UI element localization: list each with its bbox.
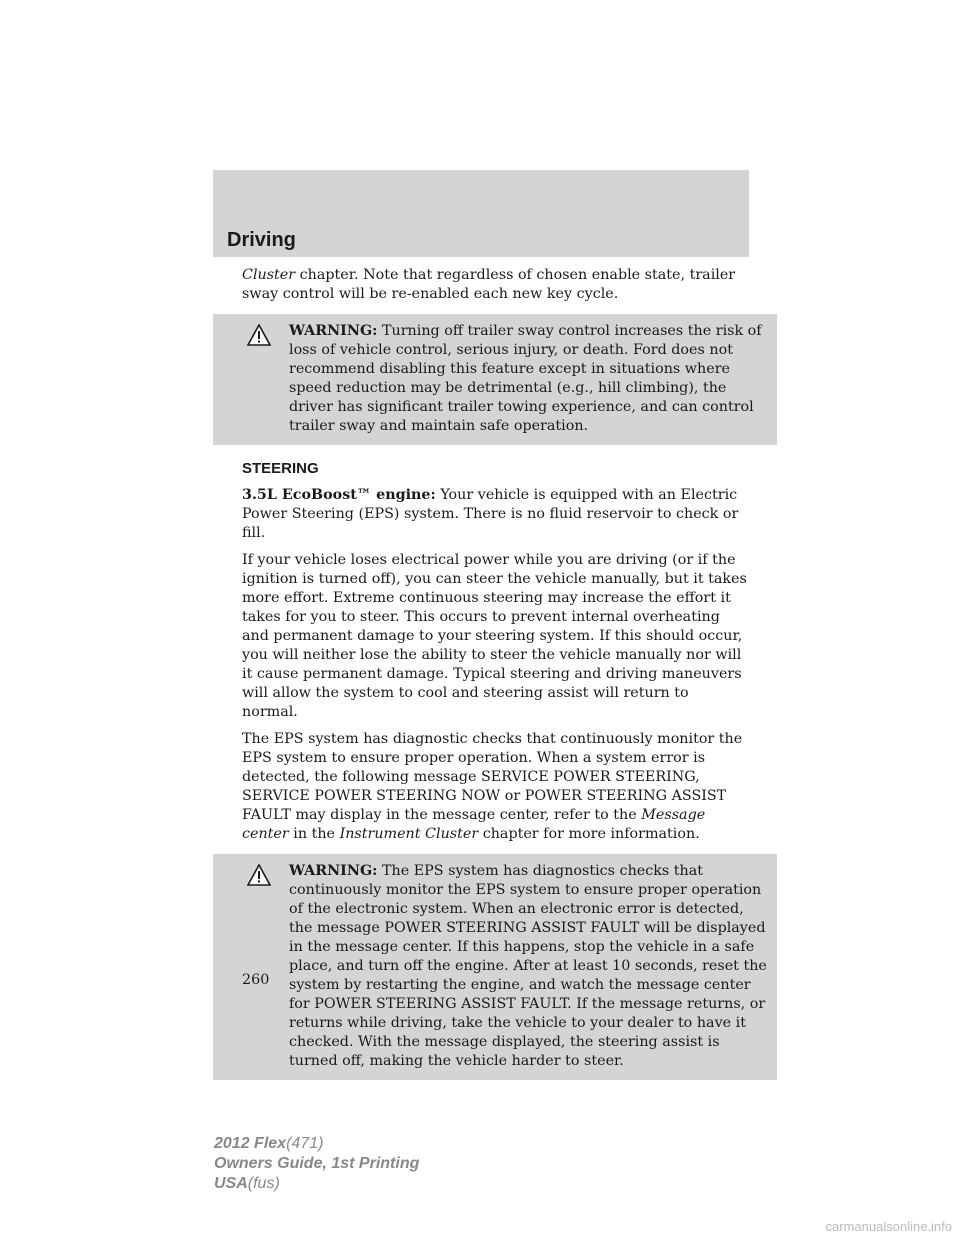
diagnostics-paragraph bbox=[242, 730, 748, 844]
intro-reference: Cluster bbox=[242, 267, 296, 283]
footer-line-1 bbox=[214, 1134, 419, 1154]
warning-text bbox=[235, 322, 771, 436]
site-watermark: carmanualsonline.info bbox=[825, 1219, 952, 1234]
intro-text: chapter. Note that regardless of chosen enable state, trailer sway control will be re-enabled each new key cycle. bbox=[242, 267, 736, 302]
eps-paragraph bbox=[242, 486, 748, 543]
footer-model: 2012 Flex bbox=[214, 1135, 287, 1152]
warning-body: Turning off trailer sway control increases the risk of loss of vehicle control, serious injury, or death. Ford does not recommend disabling this feature except in situations where speed reduction may be detrimental (e.g., hill climbing), the driver has significant trailer towing experience, and can control trailer sway and maintain safe operation. bbox=[289, 323, 762, 434]
page-content bbox=[242, 266, 767, 1092]
intro-paragraph bbox=[242, 266, 748, 304]
warning-text bbox=[235, 862, 771, 1071]
warning-box-trailer-sway bbox=[213, 314, 777, 445]
footer-market-code: (fus) bbox=[247, 1175, 280, 1192]
section-heading: STEERING bbox=[242, 460, 319, 477]
chapter-title: Driving bbox=[227, 229, 296, 251]
print-footer bbox=[214, 1134, 419, 1194]
eps-text: Your vehicle is equipped with an Electric Power Steering (EPS) system. There is no fluid reservoir to check or fill. bbox=[242, 487, 739, 541]
power-loss-paragraph: If your vehicle loses electrical power while you are driving (or if the ignition is turned off), you can steer the vehicle manually, but it takes more effort. Extreme continuous steering may increase the effort it takes for you to steer. This occurs to prevent internal overheating and permanent damage to your steering system. If this should occur, you will neither lose the ability to steer the vehicle manually nor will it cause permanent damage. Typical steering and driving maneuvers will allow the system to cool and steering assist will return to normal. bbox=[242, 552, 747, 720]
warning-triangle-icon bbox=[247, 324, 271, 346]
warning-label: WARNING: bbox=[289, 863, 378, 879]
footer-line-3 bbox=[214, 1174, 419, 1194]
warning-triangle-icon bbox=[247, 864, 271, 886]
warning-body: The EPS system has diagnostics checks that continuously monitor the EPS system to ensure proper operation of the electronic system. When an electronic error is detected, the message POWER STEERING ASSIST FAULT will be displayed in the message center. If this happens, stop the vehicle in a safe place, and turn off the engine. After at least 10 seconds, reset the system by restarting the engine, and watch the message center for POWER STEERING ASSIST FAULT. If the message returns, or returns while driving, take the vehicle to your dealer to have it checked. With the message displayed, the steering assist is turned off, making the vehicle harder to steer. bbox=[289, 863, 767, 1069]
footer-line-2: Owners Guide, 1st Printing bbox=[214, 1155, 420, 1172]
warning-box-eps bbox=[213, 854, 777, 1080]
diag-text-1: The EPS system has diagnostic checks that continuously monitor the EPS system to ensure proper operation. When a system error is detected, the following message SERVICE POWER STEERING, SERVICE POWER STEERING NOW or POWER STEERING ASSIST FAULT may display in the message center, refer to the bbox=[242, 731, 743, 823]
diag-reference-instrument-cluster: Instrument Cluster bbox=[339, 826, 479, 842]
page-number: 260 bbox=[242, 972, 270, 988]
footer-model-code: (471) bbox=[286, 1135, 324, 1152]
diag-text-3: chapter for more information. bbox=[482, 826, 700, 842]
diag-text-2: in the bbox=[293, 826, 336, 842]
footer-market: USA bbox=[214, 1175, 248, 1192]
chapter-header-band bbox=[213, 170, 749, 257]
warning-label: WARNING: bbox=[289, 323, 378, 339]
eps-lead: 3.5L EcoBoost™ engine: bbox=[242, 487, 436, 503]
diag-reference-message-center: Message center bbox=[242, 807, 706, 842]
